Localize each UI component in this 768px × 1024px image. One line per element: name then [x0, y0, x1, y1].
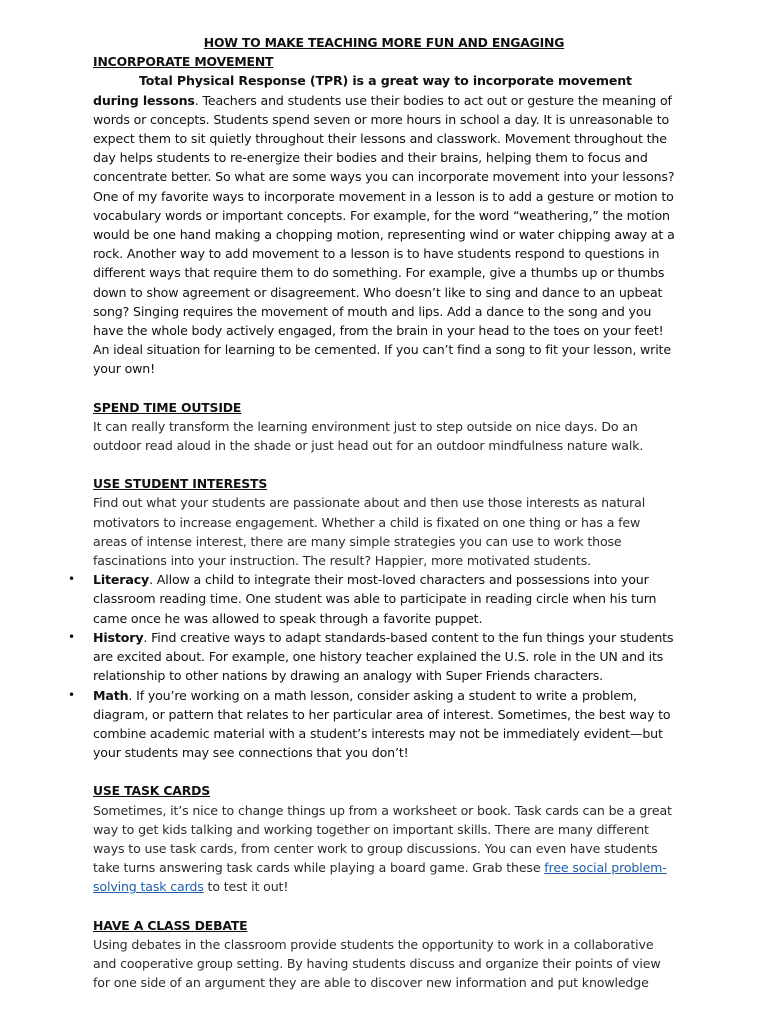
spacer	[93, 762, 675, 781]
document-page	[68, 33, 675, 992]
heading-incorporate-movement: INCORPORATE MOVEMENT	[93, 54, 274, 70]
movement-lead-text: Total Physical Response (TPR) is a great way to incorporate movement during lessons	[93, 73, 632, 108]
task-cards-link[interactable]: free social problem-solving task cards	[93, 860, 667, 895]
bullet-icon: •	[68, 572, 75, 587]
bullet-label: Math	[93, 687, 129, 703]
bullet-item-history	[68, 628, 675, 686]
bullet-text: . If you’re working on a math lesson, consider asking a student to write a problem, diagram, or pattern that relates to her particular area of interest. Sometimes, the best way to combine academic material with a student’s interests may not be immediately evident—but your students may see connections that you don’t!	[93, 687, 671, 761]
bullet-label: Literacy	[93, 572, 150, 588]
bullet-icon: •	[68, 629, 75, 644]
bullet-text: . Find creative ways to adapt standards-based content to the fun things your students are excited about. For example, one history teacher explained the U.S. role in the UN and its relationship to other nations by drawing an analogy with Super Friends characters.	[93, 629, 674, 684]
paragraph-outside: It can really transform the learning environment just to step outside on nice days. Do an outdoor read aloud in the shade or just head out for an outdoor mindfulness nature walk.	[93, 418, 644, 454]
bullet-icon: •	[68, 687, 75, 702]
spacer	[93, 455, 675, 474]
heading-use-student-interests: USE STUDENT INTERESTS	[93, 476, 268, 492]
bullet-text: . Allow a child to integrate their most-loved characters and possessions into your classroom reading time. One student was able to participate in reading circle when his turn came once he was allowed to speak through a favorite puppet.	[93, 572, 657, 626]
heading-spend-time-outside: SPEND TIME OUTSIDE	[93, 399, 242, 415]
paragraph-debate: Using debates in the classroom provide students the opportunity to work in a collaborative and cooperative group setting. By having students discuss and organize their points of view for one side of an argument they are able to discover new information and put knowledge	[93, 936, 661, 991]
spacer	[93, 897, 675, 916]
task-cards-tail-text: to test it out!	[203, 879, 289, 895]
interest-bullet-list	[68, 570, 675, 762]
bullet-item-math	[68, 686, 675, 763]
spacer	[93, 379, 675, 398]
paragraph-interests: Find out what your students are passionate about and then use those interests as natural motivators to increase engagement. Whether a child is fixated on one thing or has a few areas of intense interest, there are many simple strategies you can use to work those fascinations into your instruction. The result? Happier, more motivated students.	[93, 495, 646, 569]
paragraph-movement	[93, 71, 675, 378]
document-title: HOW TO MAKE TEACHING MORE FUN AND ENGAGING	[203, 35, 565, 50]
bullet-item-literacy	[68, 570, 675, 628]
paragraph-task-cards	[93, 801, 675, 897]
heading-use-task-cards: USE TASK CARDS	[93, 783, 211, 799]
movement-body-text: . Teachers and students use their bodies to act out or gesture the meaning of words or concepts. Students spend seven or more hours in school a day. It is unreasonable to expect them to sit quietly throughout their lessons and classwork. Movement throughout the day helps students to re-energize their bodies and their brains, helping them to focus and concentrate better. So what are some ways you can incorporate movement into your lessons? One of my favorite ways to incorporate movement in a lesson is to add a gesture or motion to vocabulary words or important concepts. For example, for the word “weathering,” the motion would be one hand making a chopping motion, representing wind or water chipping away at a rock. Another way to add movement to a lesson is to have students respond to questions in different ways that require them to do something. For example, give a thumbs up or thumbs down to show agreement or disagreement. Who doesn’t like to sing and dance to an upbeat song? Singing requires the movement of mouth and lips. Add a dance to the song and you have the whole body actively engaged, from the brain in your head to the toes on your feet! An ideal situation for learning to be cemented. If you can’t find a song to fit your lesson, write your own!	[93, 92, 675, 377]
task-cards-body-text: Sometimes, it’s nice to change things up from a worksheet or book. Task cards can be a great way to get kids talking and working together on important skills. There are many different ways to use task cards, from center work to group discussions. You can even have students take turns answering task cards while playing a board game. Grab these	[93, 802, 672, 876]
bullet-label: History	[93, 629, 144, 645]
heading-have-a-class-debate: HAVE A CLASS DEBATE	[93, 917, 248, 933]
